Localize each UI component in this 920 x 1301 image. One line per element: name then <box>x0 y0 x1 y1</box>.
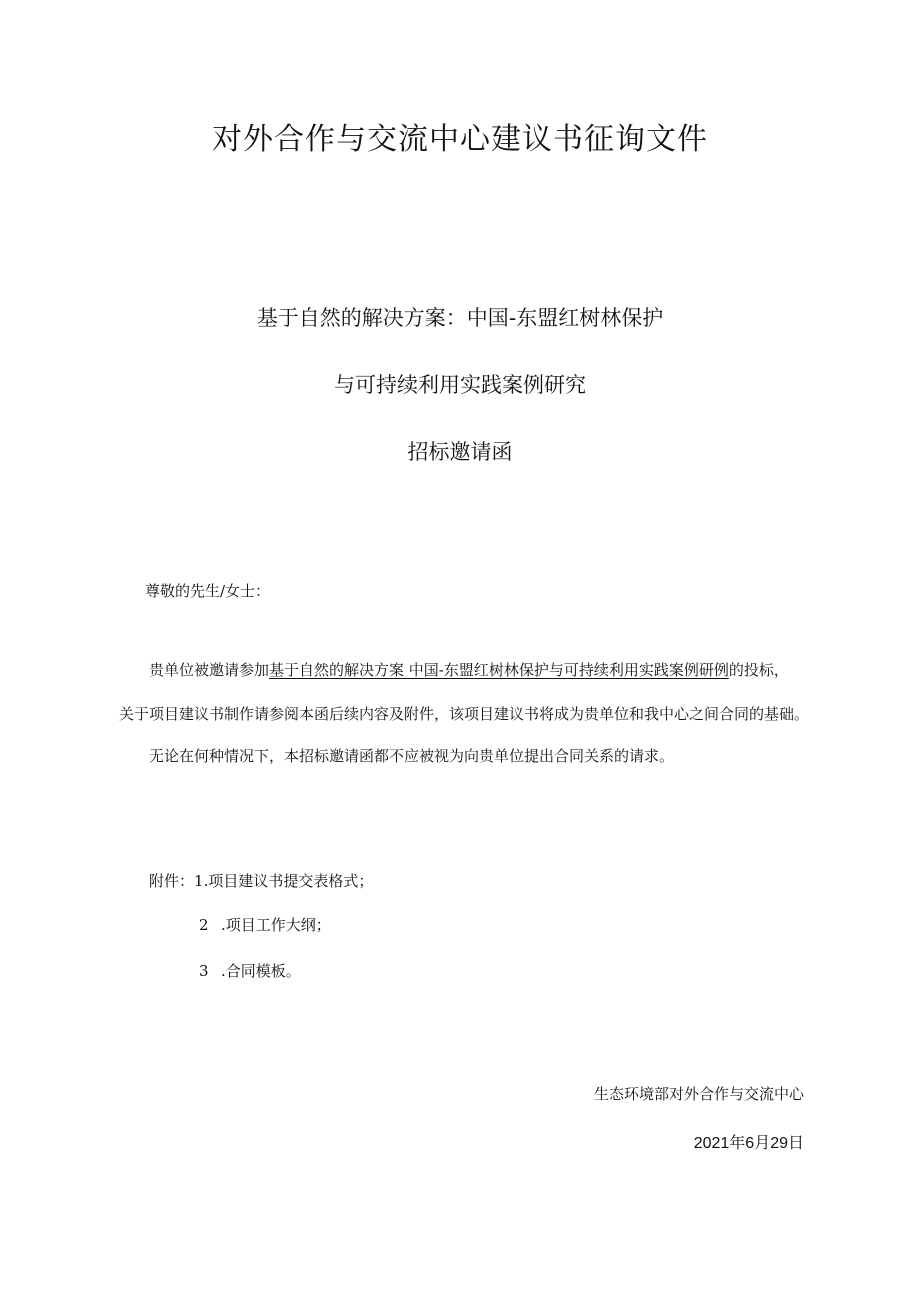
attachment-item-3 <box>199 960 301 981</box>
subtitle-line-1: 基于自然的解决方案：中国-东盟红树林保护 <box>256 306 664 330</box>
attachment-item-2 <box>199 914 331 935</box>
document-title: 对外合作与交流中心建议书征询文件 <box>212 122 708 157</box>
project-name: 基于自然的解决方案 中国-东盟红树林保护与可持续利用实践案例研例 <box>269 661 729 679</box>
attachment-number: 3 <box>199 962 209 980</box>
attachment-number: 1 <box>194 872 204 890</box>
attachment-text: .项目建议书提交表格式； <box>203 872 374 890</box>
subtitle-line-2: 与可持续利用实践案例研究 <box>334 373 586 397</box>
salutation: 尊敬的先生/女士： <box>145 582 271 600</box>
subtitle-line-3: 招标邀请函 <box>407 440 513 464</box>
attachment-text: .项目工作大纲； <box>221 916 331 934</box>
paragraph-1-suffix: 的投标， <box>728 661 789 679</box>
paragraph-1-prefix: 贵单位被邀请参加 <box>149 661 270 679</box>
attachments-label: 附件： <box>149 872 195 890</box>
signature-date: 2021年6月29日 <box>693 1135 804 1152</box>
attachment-text: .合同模板。 <box>221 962 301 980</box>
attachment-number: 2 <box>199 916 209 934</box>
paragraph-1-line-2: 关于项目建议书制作请参阅本函后续内容及附件，该项目建议书将成为贵单位和我中心之间合同的基础。 <box>119 705 810 723</box>
paragraph-2: 无论在何种情况下，本招标邀请函都不应被视为向贵单位提出合同关系的请求。 <box>149 747 675 765</box>
attachment-item-1 <box>149 870 373 891</box>
paragraph-1-line-1 <box>149 659 789 680</box>
signature-organization: 生态环境部对外合作与交流中心 <box>593 1085 804 1103</box>
